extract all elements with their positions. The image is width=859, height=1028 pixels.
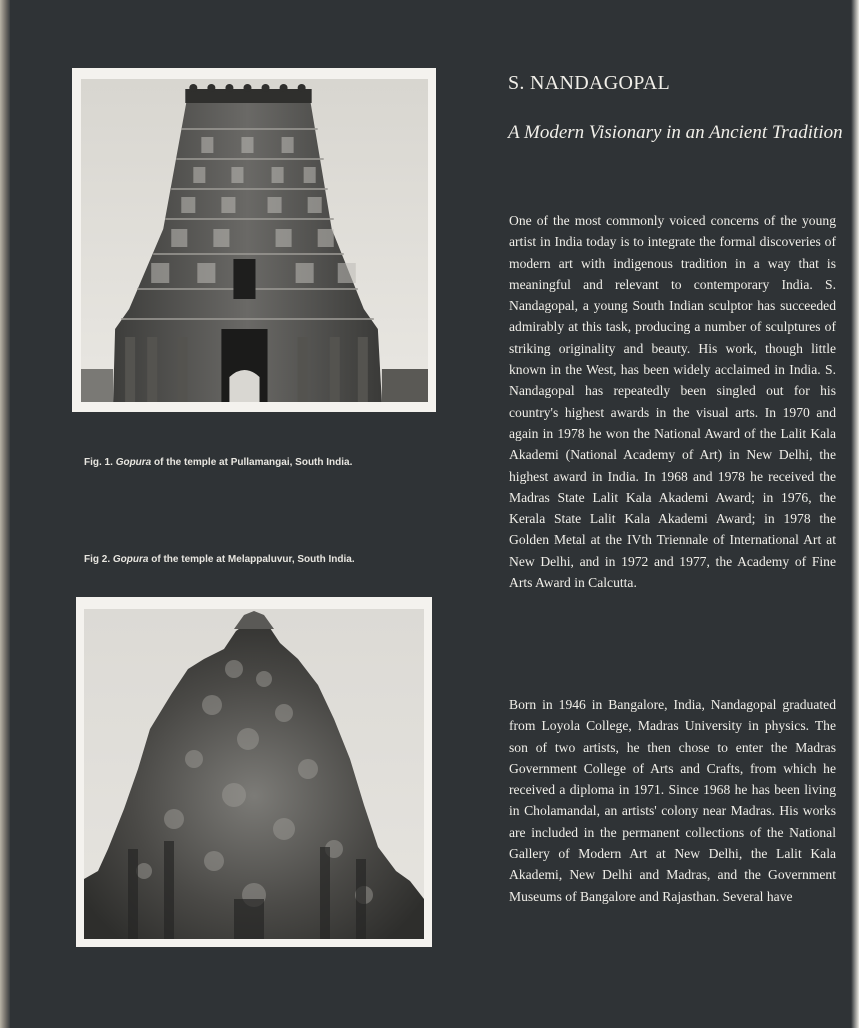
- article-subtitle: A Modern Visionary in an Ancient Tradition: [508, 122, 843, 143]
- figure-2-caption: [84, 552, 384, 568]
- figure-caption-text: of the temple at Pullamangai, South India.: [151, 457, 353, 468]
- figure-number: Fig. 1.: [84, 457, 113, 468]
- figure-caption-text: of the temple at Melappaluvur, South India.: [148, 554, 355, 565]
- figure-1-caption: [84, 455, 384, 471]
- article-title: S. NANDAGOPAL: [508, 72, 671, 94]
- temple-ruin-photo-icon: [84, 609, 424, 939]
- figure-number: Fig 2.: [84, 554, 111, 565]
- figure-1-photo: [72, 68, 436, 412]
- article-paragraph: One of the most commonly voiced concerns of the young artist in India today is to integrate the formal discoveries of modern art with indigenous tradition in a way that is meaningful and relevant to contemporary India. S. Nandagopal, a young South Indian sculptor has succeeded admirably at this task, producing a number of sculptures of striking originality and beauty. His work, though little known in the West, has been widely acclaimed in India. S. Nandagopal has repeatedly been singled out for his country's highest awards in the visual arts. In 1970 and again in 1978 he won the National Award of the Lalit Kala Akademi (National Academy of Art) in New Delhi, the highest award in India. In 1968 and 1978 he received the Madras State Lalit Kala Akademi Award; in 1976, the Kerala State Lalit Kala Akademi Award; in 1978 the Golden Metal at the IVth Triennale of International Art at New Delhi, and in 1972 and 1977, the Academy of Fine Arts Award in Calcutta.: [509, 213, 836, 591]
- figure-term: Gopura: [115, 457, 152, 468]
- temple-gopura-photo-icon: [81, 79, 428, 402]
- figure-2-photo: [76, 597, 432, 947]
- page-edge-left: [0, 0, 10, 1028]
- figure-term: Gopura: [112, 554, 149, 565]
- article-paragraph: Born in 1946 in Bangalore, India, Nandagopal graduated from Loyola College, Madras University in physics. The son of two artists, he then chose to enter the Madras Government College of Arts and Crafts, from which he received a diploma in 1971. Since 1968 he has been living in Cholamandal, an artists' colony near Madras. His works are included in the permanent collections of the National Gallery of Modern Art at New Delhi, the Lalit Kala Akademi, New Delhi and Madras, and the Government Museums of Bangalore and Rajasthan. Several have: [509, 697, 836, 904]
- page-edge-right: [851, 0, 859, 1028]
